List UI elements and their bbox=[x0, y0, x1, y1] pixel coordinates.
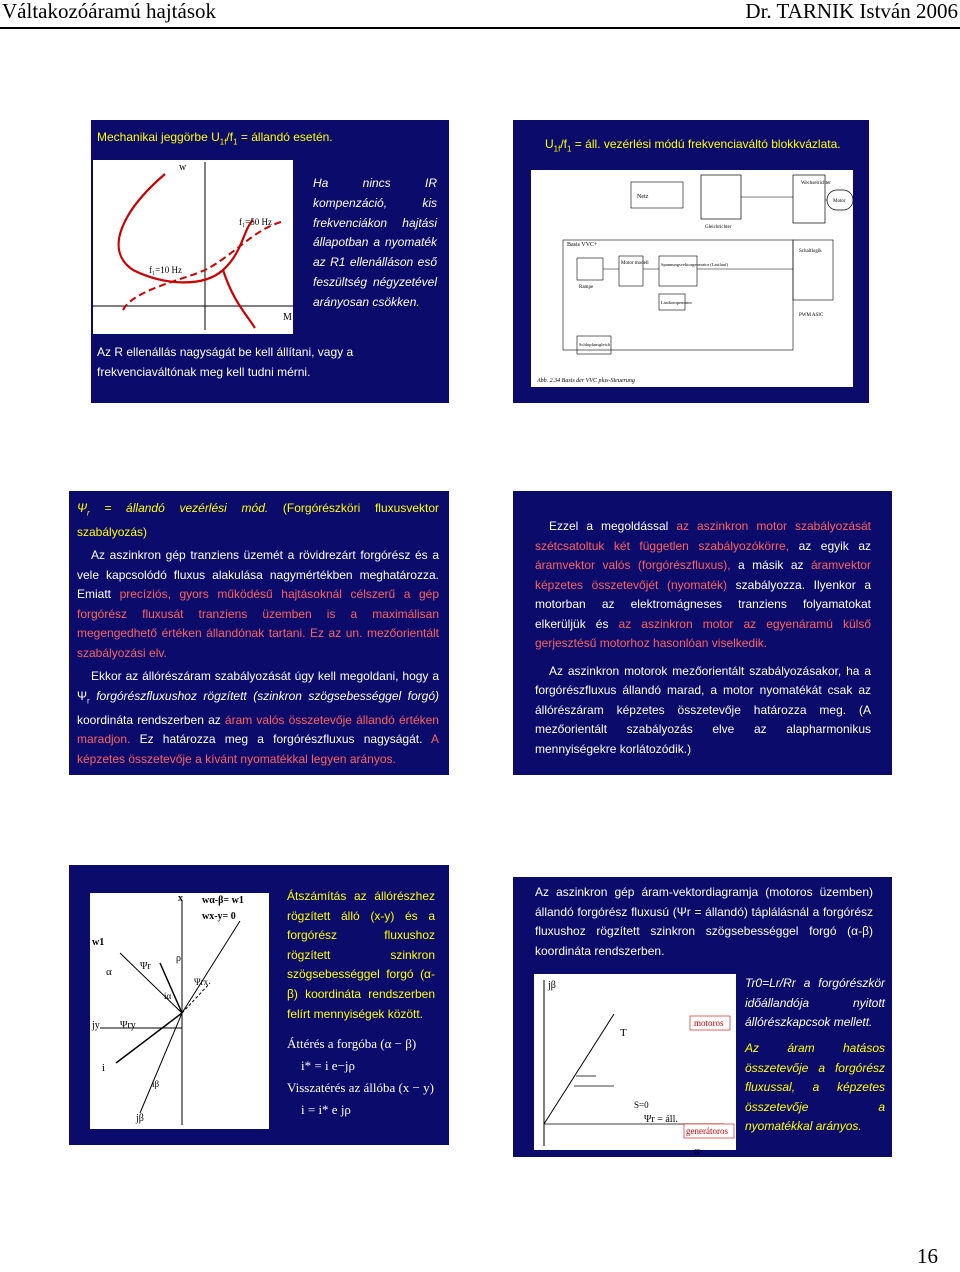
lastkomp-label: Lastkompensator bbox=[661, 300, 692, 305]
spannung-label: Spannungsvektorgenerator (Lastlauf) bbox=[661, 262, 729, 267]
axis-w-label: w bbox=[179, 162, 187, 173]
j-beta-label: jβ bbox=[136, 1113, 144, 1124]
slide-vvc-block-diagram bbox=[513, 120, 869, 403]
vvc-block-diagram bbox=[531, 170, 853, 387]
torque-speed-figure bbox=[93, 160, 293, 334]
basis-vvc-label: Basis VVC+ bbox=[567, 242, 598, 248]
w-alpha-beta-label: wα-β= w1 bbox=[202, 895, 244, 906]
w-xy-label: wx-y= 0 bbox=[202, 911, 236, 922]
transformation-text: Átszámítás az állórészhez rögzített álló (x-y) és a forgórész fluxushoz rögzített szinkron szögsebességgel forgó (α-β) koordináta rendszerben felírt mennyiségek között. bbox=[287, 889, 435, 1021]
axis-m-label: M bbox=[283, 312, 292, 323]
motor-label: Motor bbox=[833, 199, 846, 204]
slide4-para2: Az aszinkron motorok mezőorientált szabályozásakor, ha a forgórészfluxus állandó marad, a motor nyomatékát csak az állórészáram képzetes összetevője határozza meg. (A mezőorientált szabályozás elve az alapharmonikus mennyiségekre korlátozódik.) bbox=[535, 663, 871, 756]
i-beta-label: iβ bbox=[152, 1079, 160, 1089]
slide3-para2: Ekkor az állórészáram szabályozását úgy kell megoldani, hogy a $\Psi_r$ forgórészfluxushoz rögzített (szinkron szögsebességgel forgó) koordináta rendszerben az áram valós összetevője állandó értéken maradjon. Ez határozza meg a forgórészfluxus nagyságát. A képzetes összetevője a kívánt nyomatékkal legyen arányos. bbox=[77, 669, 439, 766]
motoros-label: motoros bbox=[694, 1018, 724, 1028]
header-rule bbox=[0, 27, 960, 29]
vector-diagram bbox=[90, 893, 269, 1129]
slide6-intro-text: Az aszinkron gép áram-vektordiagramja (motoros üzemben) állandó forgórész fluxusú (Ψr = állandó) táplálásnál a forgórész fluxushoz rögzített szinkron szögsebességgel forgó (α-β) koordináta rendszerben. bbox=[535, 885, 873, 958]
eq1: i* = i e−jρ bbox=[301, 1058, 356, 1073]
slide-current-vector-diagram bbox=[513, 877, 892, 1157]
slide-flux-constant-control bbox=[69, 491, 449, 775]
slide1-bottom-text: Az R ellenállás nagyságát be kell állítani, vagy a frekvenciaváltónak meg kell tudni mérni. bbox=[97, 345, 354, 379]
slide2-title: $U_{1f}/f_1$ = áll. vezérlési módú frekvenciaváltó blokkvázlata. bbox=[545, 137, 841, 154]
transformation-equations bbox=[287, 1033, 434, 1121]
schaltlogik-label: Schaltlogik bbox=[799, 249, 822, 254]
j-beta-axis-label: jβ bbox=[548, 980, 556, 991]
figure-caption: Abb. 2.34 Basis der VVC plus-Steuerung bbox=[537, 378, 635, 384]
current-vector-diagram bbox=[534, 974, 736, 1157]
slide3-text: $\Psi_r$ = állandó vezérlési mód. (Forgórészköri fluxusvektor szabályozás) Az aszinkron gép tranziens üzemét a rövidrezárt forgórész és a vele kapcsolódó fluxus alakulása nagymértékben meghatározza. Emiatt precíziós, gyors működésű hajtásoknál célszerű a gép forgórész fluxusát tranziens üzemben is a maximálisan megengedhető értéken állandónak tartani. Ez az un. mezőorientált szabályozási elv. Ekkor az állórészáram szabályozását úgy kell megoldani, hogy a $\Psi_r$ forgórészfluxushoz rögzített (szinkron szögsebességgel forgó) koordináta rendszerben az áram valós összetevője állandó értéken maradjon. Ez határozza meg a forgórészfluxus nagyságát. A képzetes összetevője a kívánt nyomatékkal legyen arányos. bbox=[77, 499, 439, 769]
netz-label: Netz bbox=[637, 194, 649, 200]
f10-label: f₁=10 Hz bbox=[149, 265, 182, 275]
current-component-text: Az áram hatásos összetevője a forgórész fluxussal, a képzetes összetevője a nyomatékkal arányos. bbox=[745, 1041, 885, 1133]
motormodell-label: Motor modell bbox=[621, 261, 649, 266]
psi-rx-label: Ψrx bbox=[194, 977, 209, 987]
w1-label: w1 bbox=[92, 937, 105, 948]
generatoros-label: generátoros bbox=[686, 1126, 728, 1136]
slide-decoupled-control bbox=[513, 491, 892, 775]
slide-mechanical-characteristic bbox=[91, 120, 449, 403]
page-number: 16 bbox=[917, 1244, 938, 1268]
i-vector-label: i bbox=[102, 1062, 106, 1074]
pwm-asic-label: PWM ASIC bbox=[799, 313, 824, 318]
header-author: Dr. TARNIK István 2006 bbox=[745, 0, 958, 23]
eq2: i = i* e jρ bbox=[301, 1102, 351, 1117]
ir-compensation-text: Ha nincs IR kompenzáció, kis frekvenciákon hajtási állapotban a nyomaték az R1 ellenálláson eső feszültség négyzetével arányosan csökken. bbox=[313, 176, 437, 309]
slide1-title: Mechanikai jeggörbe $U_{1f}/f_1$ = állandó esetén. bbox=[97, 130, 333, 147]
x-axis-label: x bbox=[178, 893, 183, 904]
psi-r-all-label: Ψr = áll. bbox=[644, 1114, 678, 1125]
jy-label: jy bbox=[92, 1020, 100, 1031]
alpha-label: α bbox=[106, 966, 112, 978]
psi-r-label: Ψr bbox=[140, 961, 151, 972]
i-alpha-label: iα bbox=[164, 991, 172, 1001]
f50-label: f₁=50 Hz bbox=[239, 217, 272, 227]
t-label: T bbox=[620, 1027, 627, 1039]
wechselrichter-label: Wechselrichter bbox=[801, 181, 831, 186]
s0-label: S=0 bbox=[634, 1100, 649, 1110]
eq2-label: Visszatérés az állóba (x − y) bbox=[287, 1080, 434, 1095]
header-title: Váltakozóáramú hajtások bbox=[2, 0, 216, 23]
eq1-label: Áttérés a forgóba (α − β) bbox=[287, 1036, 417, 1051]
slide-coordinate-transformation bbox=[69, 865, 449, 1145]
slide4-para1: Ezzel a megoldással az aszinkron motor szabályozását szétcsatoltuk két független szabályozókörre, az egyik az áramvektor valós (forgórészfluxus), a másik az áramvektor képzetes összetevőjét (nyomaték) szabályozza. Ilyenkor a motorban az elektromágneses tranziens folyamatokat elkerüljük és az aszinkron motor az egyenáramú külső gerjesztésű motorhoz hasonlóan viselkedik. bbox=[535, 519, 872, 650]
schlupf-label: Schlupfausgleich bbox=[579, 342, 610, 347]
gleichrichter-label: Gleichrichter bbox=[705, 225, 732, 230]
psi-ry-label: Ψry bbox=[120, 1020, 136, 1031]
slide4-text bbox=[535, 517, 871, 759]
slide3-para1: Az aszinkron gép tranziens üzemét a rövidrezárt forgórész és a vele kapcsolódó fluxus alakulása nagymértékben meghatározza. Emiatt precíziós, gyors működésű hajtásoknál célszerű a gép forgórész fluxusát tranziens üzemben is a maximálisan megengedhető értéken állandónak tartani. Ez az un. mezőorientált szabályozási elv. bbox=[77, 548, 440, 660]
rampe-label: Rampe bbox=[579, 285, 594, 290]
time-constant-text: Tr0=Lr/Rr a forgórészkör időállandója nyitott állórészkapcsok mellett. bbox=[745, 976, 885, 1029]
alpha-axis-label: α bbox=[694, 1145, 700, 1157]
rho-label: ρ bbox=[176, 953, 181, 964]
